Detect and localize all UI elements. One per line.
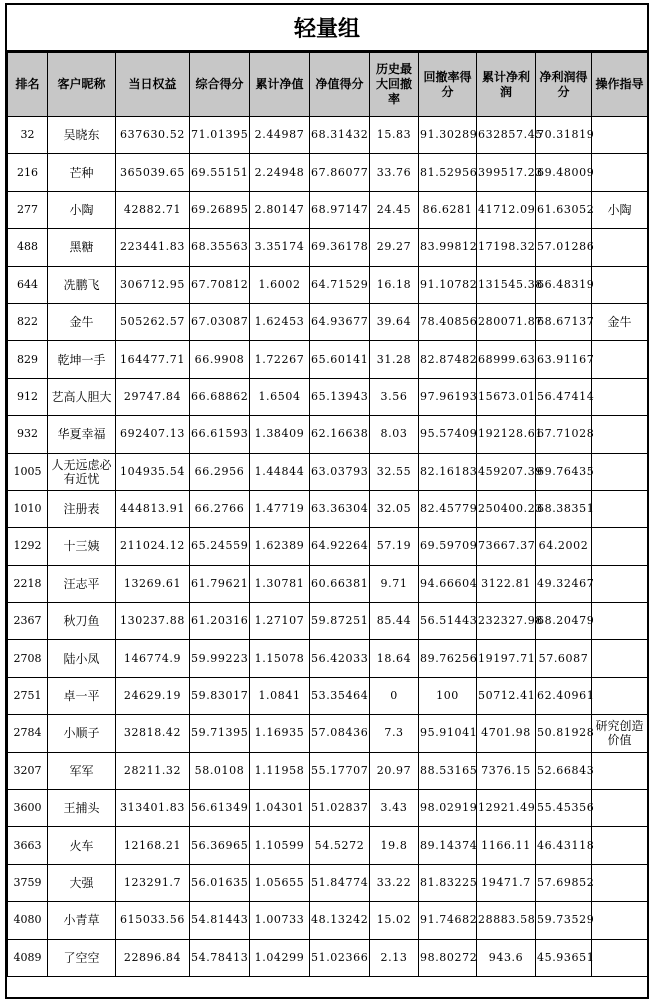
cell-rank: 216	[8, 154, 48, 191]
cell-nav-score: 67.86077	[310, 154, 370, 191]
cell-equity: 365039.65	[116, 154, 190, 191]
cell-nickname: 了空空	[48, 939, 116, 976]
cell-total-score: 61.20316	[190, 603, 250, 640]
cell-max-drawdown: 39.64	[370, 303, 419, 340]
cell-drawdown-score: 83.99812	[419, 229, 477, 266]
cell-total-score: 68.35563	[190, 229, 250, 266]
cell-drawdown-score: 88.53165	[419, 752, 477, 789]
cell-total-score: 59.99223	[190, 640, 250, 677]
cell-equity: 223441.83	[116, 229, 190, 266]
cell-total-score: 61.79621	[190, 565, 250, 602]
cell-total-score: 56.01635	[190, 864, 250, 901]
cell-profit-score: 68.67137	[536, 303, 592, 340]
cell-total-score: 59.83017	[190, 677, 250, 714]
cell-net-profit: 131545.38	[477, 266, 536, 303]
cell-equity: 12168.21	[116, 827, 190, 864]
cell-nav-score: 51.02837	[310, 790, 370, 827]
table-row	[8, 565, 648, 602]
cell-nickname: 火车	[48, 827, 116, 864]
cell-nav: 1.38409	[250, 416, 310, 453]
cell-max-drawdown: 9.71	[370, 565, 419, 602]
cell-rank: 2708	[8, 640, 48, 677]
cell-rank: 277	[8, 191, 48, 228]
cell-guidance	[592, 603, 648, 640]
cell-max-drawdown: 57.19	[370, 528, 419, 565]
cell-rank: 912	[8, 378, 48, 415]
header-guidance: 操作指导	[592, 53, 648, 117]
cell-net-profit: 15673.01	[477, 378, 536, 415]
cell-max-drawdown: 31.28	[370, 341, 419, 378]
cell-max-drawdown: 33.22	[370, 864, 419, 901]
cell-profit-score: 68.38351	[536, 490, 592, 527]
cell-total-score: 66.2956	[190, 453, 250, 490]
cell-equity: 28211.32	[116, 752, 190, 789]
cell-nav-score: 60.66381	[310, 565, 370, 602]
cell-rank: 2751	[8, 677, 48, 714]
cell-max-drawdown: 7.3	[370, 715, 419, 752]
cell-nav-score: 69.36178	[310, 229, 370, 266]
cell-total-score: 66.61593	[190, 416, 250, 453]
cell-nav-score: 51.84774	[310, 864, 370, 901]
cell-total-score: 67.03087	[190, 303, 250, 340]
cell-guidance	[592, 378, 648, 415]
cell-nav-score: 59.87251	[310, 603, 370, 640]
cell-rank: 1005	[8, 453, 48, 490]
cell-nav-score: 68.31432	[310, 117, 370, 154]
cell-rank: 3663	[8, 827, 48, 864]
cell-net-profit: 1166.11	[477, 827, 536, 864]
cell-nav: 1.16935	[250, 715, 310, 752]
cell-equity: 104935.54	[116, 453, 190, 490]
cell-max-drawdown: 16.18	[370, 266, 419, 303]
cell-nav: 2.80147	[250, 191, 310, 228]
cell-equity: 211024.12	[116, 528, 190, 565]
cell-guidance	[592, 154, 648, 191]
cell-guidance	[592, 939, 648, 976]
cell-guidance	[592, 266, 648, 303]
cell-rank: 3207	[8, 752, 48, 789]
table-row	[8, 416, 648, 453]
cell-nickname: 王捕头	[48, 790, 116, 827]
header-total-score: 综合得分	[190, 53, 250, 117]
cell-equity: 637630.52	[116, 117, 190, 154]
table-row	[8, 827, 648, 864]
cell-rank: 488	[8, 229, 48, 266]
cell-max-drawdown: 24.45	[370, 191, 419, 228]
cell-nav: 1.15078	[250, 640, 310, 677]
cell-max-drawdown: 15.83	[370, 117, 419, 154]
cell-max-drawdown: 2.13	[370, 939, 419, 976]
cell-rank: 1292	[8, 528, 48, 565]
cell-nickname: 军军	[48, 752, 116, 789]
header-net-profit: 累计净利润	[477, 53, 536, 117]
cell-nav-score: 64.93677	[310, 303, 370, 340]
cell-nav-score: 55.17707	[310, 752, 370, 789]
cell-profit-score: 57.01286	[536, 229, 592, 266]
cell-nav: 1.0841	[250, 677, 310, 714]
cell-equity: 29747.84	[116, 378, 190, 415]
header-drawdown-score: 回撤率得分	[419, 53, 477, 117]
cell-nav-score: 54.5272	[310, 827, 370, 864]
cell-max-drawdown: 18.64	[370, 640, 419, 677]
table-row	[8, 752, 648, 789]
cell-nickname: 人无远虑必有近忧	[48, 453, 116, 490]
cell-profit-score: 57.69852	[536, 864, 592, 901]
leaderboard-sheet	[5, 3, 649, 999]
cell-nickname: 华夏幸福	[48, 416, 116, 453]
cell-nav: 1.05655	[250, 864, 310, 901]
cell-max-drawdown: 85.44	[370, 603, 419, 640]
cell-equity: 306712.95	[116, 266, 190, 303]
cell-guidance	[592, 117, 648, 154]
table-row	[8, 677, 648, 714]
cell-profit-score: 68.20479	[536, 603, 592, 640]
table-row	[8, 341, 648, 378]
cell-net-profit: 17198.32	[477, 229, 536, 266]
cell-guidance	[592, 640, 648, 677]
cell-equity: 313401.83	[116, 790, 190, 827]
cell-nav-score: 53.35464	[310, 677, 370, 714]
cell-net-profit: 280071.87	[477, 303, 536, 340]
cell-profit-score: 70.31819	[536, 117, 592, 154]
table-row	[8, 715, 648, 752]
cell-nickname: 小青草	[48, 902, 116, 939]
cell-rank: 4080	[8, 902, 48, 939]
cell-equity: 123291.7	[116, 864, 190, 901]
cell-total-score: 66.9908	[190, 341, 250, 378]
header-nickname: 客户昵称	[48, 53, 116, 117]
cell-profit-score: 59.73529	[536, 902, 592, 939]
cell-equity: 24629.19	[116, 677, 190, 714]
cell-drawdown-score: 94.66604	[419, 565, 477, 602]
cell-net-profit: 73667.37	[477, 528, 536, 565]
cell-nav: 1.62453	[250, 303, 310, 340]
cell-nav-score: 64.71529	[310, 266, 370, 303]
table-row	[8, 939, 648, 976]
cell-nav-score: 57.08436	[310, 715, 370, 752]
cell-net-profit: 3122.81	[477, 565, 536, 602]
cell-nickname: 吴晓东	[48, 117, 116, 154]
cell-rank: 2218	[8, 565, 48, 602]
cell-rank: 932	[8, 416, 48, 453]
cell-nav: 1.6504	[250, 378, 310, 415]
cell-max-drawdown: 8.03	[370, 416, 419, 453]
cell-net-profit: 943.6	[477, 939, 536, 976]
cell-drawdown-score: 69.59709	[419, 528, 477, 565]
cell-equity: 615033.56	[116, 902, 190, 939]
header-rank: 排名	[8, 53, 48, 117]
cell-max-drawdown: 32.05	[370, 490, 419, 527]
cell-nav: 1.27107	[250, 603, 310, 640]
cell-nav-score: 68.97147	[310, 191, 370, 228]
cell-net-profit: 28883.58	[477, 902, 536, 939]
cell-drawdown-score: 91.10782	[419, 266, 477, 303]
cell-guidance	[592, 229, 648, 266]
cell-max-drawdown: 33.76	[370, 154, 419, 191]
cell-profit-score: 69.76435	[536, 453, 592, 490]
cell-guidance: 金牛	[592, 303, 648, 340]
cell-drawdown-score: 89.14374	[419, 827, 477, 864]
cell-drawdown-score: 98.80272	[419, 939, 477, 976]
table-row	[8, 154, 648, 191]
cell-drawdown-score: 81.52956	[419, 154, 477, 191]
cell-net-profit: 232327.98	[477, 603, 536, 640]
cell-equity: 444813.91	[116, 490, 190, 527]
cell-guidance	[592, 341, 648, 378]
cell-nav: 1.44844	[250, 453, 310, 490]
cell-drawdown-score: 91.74682	[419, 902, 477, 939]
cell-rank: 2367	[8, 603, 48, 640]
cell-profit-score: 50.81928	[536, 715, 592, 752]
cell-equity: 146774.9	[116, 640, 190, 677]
cell-nav: 1.6002	[250, 266, 310, 303]
cell-nickname: 黑糖	[48, 229, 116, 266]
page-title: 轻量组	[7, 5, 647, 52]
cell-profit-score: 64.2002	[536, 528, 592, 565]
cell-profit-score: 55.45356	[536, 790, 592, 827]
cell-drawdown-score: 78.40856	[419, 303, 477, 340]
cell-guidance	[592, 565, 648, 602]
cell-max-drawdown: 3.56	[370, 378, 419, 415]
cell-nav: 1.11958	[250, 752, 310, 789]
table-row	[8, 229, 648, 266]
cell-nav: 2.44987	[250, 117, 310, 154]
cell-nickname: 小顺子	[48, 715, 116, 752]
cell-drawdown-score: 98.02919	[419, 790, 477, 827]
cell-net-profit: 7376.15	[477, 752, 536, 789]
cell-drawdown-score: 86.6281	[419, 191, 477, 228]
cell-nav-score: 65.60141	[310, 341, 370, 378]
cell-guidance	[592, 864, 648, 901]
table-row	[8, 490, 648, 527]
cell-nav-score: 63.03793	[310, 453, 370, 490]
table-row	[8, 266, 648, 303]
cell-profit-score: 63.91167	[536, 341, 592, 378]
cell-nav: 1.72267	[250, 341, 310, 378]
cell-nav: 3.35174	[250, 229, 310, 266]
cell-nav-score: 51.02366	[310, 939, 370, 976]
cell-net-profit: 50712.41	[477, 677, 536, 714]
header-nav-score: 净值得分	[310, 53, 370, 117]
cell-nickname: 大强	[48, 864, 116, 901]
cell-net-profit: 12921.49	[477, 790, 536, 827]
cell-net-profit: 68999.63	[477, 341, 536, 378]
cell-equity: 130237.88	[116, 603, 190, 640]
cell-guidance	[592, 902, 648, 939]
cell-total-score: 71.01395	[190, 117, 250, 154]
table-row	[8, 378, 648, 415]
table-row	[8, 902, 648, 939]
cell-nickname: 冼鹏飞	[48, 266, 116, 303]
cell-nav-score: 63.36304	[310, 490, 370, 527]
cell-drawdown-score: 89.76256	[419, 640, 477, 677]
cell-net-profit: 250400.23	[477, 490, 536, 527]
cell-nav: 1.47719	[250, 490, 310, 527]
cell-nickname: 十三姨	[48, 528, 116, 565]
cell-total-score: 66.68862	[190, 378, 250, 415]
cell-rank: 4089	[8, 939, 48, 976]
cell-nav-score: 56.42033	[310, 640, 370, 677]
cell-rank: 644	[8, 266, 48, 303]
cell-nickname: 小陶	[48, 191, 116, 228]
header-max-drawdown: 历史最大回撤率	[370, 53, 419, 117]
cell-net-profit: 632857.45	[477, 117, 536, 154]
cell-net-profit: 41712.09	[477, 191, 536, 228]
cell-nickname: 金牛	[48, 303, 116, 340]
cell-total-score: 58.0108	[190, 752, 250, 789]
cell-drawdown-score: 91.30289	[419, 117, 477, 154]
header-row	[8, 53, 648, 117]
cell-guidance	[592, 416, 648, 453]
cell-nav: 1.10599	[250, 827, 310, 864]
cell-profit-score: 67.71028	[536, 416, 592, 453]
cell-total-score: 67.70812	[190, 266, 250, 303]
cell-net-profit: 19197.71	[477, 640, 536, 677]
cell-total-score: 69.26895	[190, 191, 250, 228]
cell-profit-score: 61.63052	[536, 191, 592, 228]
cell-drawdown-score: 95.91041	[419, 715, 477, 752]
cell-net-profit: 459207.39	[477, 453, 536, 490]
cell-profit-score: 49.32467	[536, 565, 592, 602]
cell-equity: 13269.61	[116, 565, 190, 602]
table-row	[8, 528, 648, 565]
cell-max-drawdown: 3.43	[370, 790, 419, 827]
cell-guidance	[592, 790, 648, 827]
cell-drawdown-score: 56.51443	[419, 603, 477, 640]
cell-drawdown-score: 95.57409	[419, 416, 477, 453]
cell-profit-score: 62.40961	[536, 677, 592, 714]
cell-equity: 164477.71	[116, 341, 190, 378]
cell-profit-score: 45.93651	[536, 939, 592, 976]
cell-max-drawdown: 29.27	[370, 229, 419, 266]
cell-nav: 1.00733	[250, 902, 310, 939]
table-row	[8, 790, 648, 827]
cell-total-score: 59.71395	[190, 715, 250, 752]
cell-max-drawdown: 20.97	[370, 752, 419, 789]
header-profit-score: 净利润得分	[536, 53, 592, 117]
cell-guidance	[592, 453, 648, 490]
cell-nickname: 陆小凤	[48, 640, 116, 677]
cell-drawdown-score: 97.96193	[419, 378, 477, 415]
leaderboard-table	[7, 52, 648, 977]
cell-drawdown-score: 82.16183	[419, 453, 477, 490]
cell-total-score: 56.36965	[190, 827, 250, 864]
cell-nav: 1.04301	[250, 790, 310, 827]
cell-total-score: 56.61349	[190, 790, 250, 827]
cell-total-score: 54.78413	[190, 939, 250, 976]
cell-nav: 1.04299	[250, 939, 310, 976]
cell-drawdown-score: 100	[419, 677, 477, 714]
cell-max-drawdown: 19.8	[370, 827, 419, 864]
cell-guidance: 小陶	[592, 191, 648, 228]
cell-nav-score: 62.16638	[310, 416, 370, 453]
cell-nickname: 注册表	[48, 490, 116, 527]
cell-nickname: 秋刀鱼	[48, 603, 116, 640]
cell-net-profit: 192128.61	[477, 416, 536, 453]
cell-max-drawdown: 0	[370, 677, 419, 714]
cell-nav: 2.24948	[250, 154, 310, 191]
cell-nickname: 乾坤一手	[48, 341, 116, 378]
cell-profit-score: 66.48319	[536, 266, 592, 303]
cell-equity: 22896.84	[116, 939, 190, 976]
cell-nickname: 汪志平	[48, 565, 116, 602]
cell-profit-score: 56.47414	[536, 378, 592, 415]
cell-drawdown-score: 82.87482	[419, 341, 477, 378]
cell-equity: 505262.57	[116, 303, 190, 340]
table-row	[8, 303, 648, 340]
cell-rank: 32	[8, 117, 48, 154]
table-row	[8, 117, 648, 154]
cell-drawdown-score: 81.83225	[419, 864, 477, 901]
cell-profit-score: 69.48009	[536, 154, 592, 191]
cell-rank: 822	[8, 303, 48, 340]
table-row	[8, 640, 648, 677]
cell-total-score: 65.24559	[190, 528, 250, 565]
cell-total-score: 69.55151	[190, 154, 250, 191]
cell-nav: 1.30781	[250, 565, 310, 602]
cell-rank: 3600	[8, 790, 48, 827]
cell-rank: 3759	[8, 864, 48, 901]
table-row	[8, 864, 648, 901]
cell-equity: 42882.71	[116, 191, 190, 228]
table-row	[8, 453, 648, 490]
cell-equity: 32818.42	[116, 715, 190, 752]
cell-total-score: 54.81443	[190, 902, 250, 939]
header-equity: 当日权益	[116, 53, 190, 117]
cell-rank: 829	[8, 341, 48, 378]
cell-guidance: 研究创造价值	[592, 715, 648, 752]
cell-nickname: 芒种	[48, 154, 116, 191]
cell-rank: 1010	[8, 490, 48, 527]
cell-net-profit: 4701.98	[477, 715, 536, 752]
cell-total-score: 66.2766	[190, 490, 250, 527]
cell-guidance	[592, 490, 648, 527]
cell-guidance	[592, 528, 648, 565]
cell-max-drawdown: 15.02	[370, 902, 419, 939]
cell-profit-score: 57.6087	[536, 640, 592, 677]
cell-equity: 692407.13	[116, 416, 190, 453]
cell-guidance	[592, 677, 648, 714]
cell-drawdown-score: 82.45779	[419, 490, 477, 527]
header-nav: 累计净值	[250, 53, 310, 117]
cell-nav: 1.62389	[250, 528, 310, 565]
cell-nav-score: 64.92264	[310, 528, 370, 565]
cell-profit-score: 52.66843	[536, 752, 592, 789]
table-row	[8, 191, 648, 228]
cell-nav-score: 65.13943	[310, 378, 370, 415]
table-row	[8, 603, 648, 640]
cell-nav-score: 48.13242	[310, 902, 370, 939]
cell-max-drawdown: 32.55	[370, 453, 419, 490]
cell-nickname: 卓一平	[48, 677, 116, 714]
cell-rank: 2784	[8, 715, 48, 752]
cell-guidance	[592, 827, 648, 864]
cell-nickname: 艺高人胆大	[48, 378, 116, 415]
cell-net-profit: 399517.23	[477, 154, 536, 191]
cell-guidance	[592, 752, 648, 789]
cell-net-profit: 19471.7	[477, 864, 536, 901]
cell-profit-score: 46.43118	[536, 827, 592, 864]
